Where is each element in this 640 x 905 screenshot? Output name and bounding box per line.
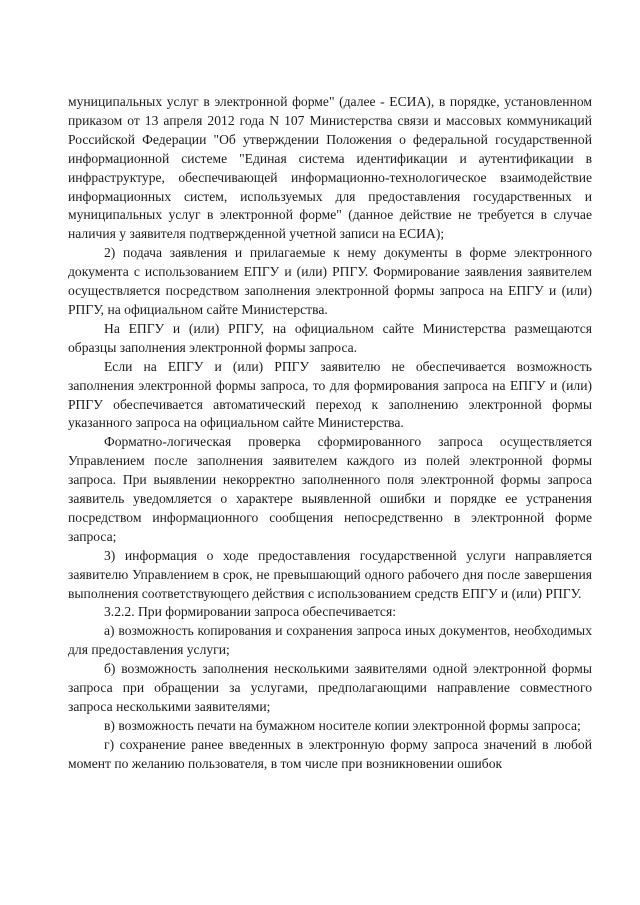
paragraph-item-3: 3) информация о ходе предоставления государственной услуги направляется заявителю Управлением в срок, не превышающий одного рабочего дня после завершения выполнения соответствующего действия с использованием средств ЕПГУ и (или) РПГУ.	[68, 547, 592, 601]
paragraph-item-a: а) возможность копирования и сохранения запроса иных документов, необходимых для предоставления услуги;	[68, 623, 592, 658]
paragraph-auto-transition: Если на ЕПГУ и (или) РПГУ заявителю не обеспечивается возможность заполнения электронной формы запроса, то для формирования запроса на ЕПГУ и (или) РПГУ обеспечивается автоматический переход к заполнению электронной формы указанного запроса на официальном сайте Министерства.	[68, 358, 592, 431]
paragraph-item-b: б) возможность заполнения несколькими заявителями одной электронной формы запроса при обращении за услугами, предполагающими направление совместного запроса несколькими заявителями;	[68, 661, 592, 714]
paragraph-format-check: Форматно-логическая проверка сформированного запроса осуществляется Управлением после заполнения заявителем каждого из полей электронной формы запроса. При выявлении некорректно заполненного поля электронной формы запроса заявитель уведомляется о характере выявленной ошибки и порядке ее устранения посредством информационного сообщения непосредственно в электронной форме запроса;	[68, 434, 592, 544]
document-body	[68, 93, 592, 774]
paragraph-samples: На ЕПГУ и (или) РПГУ, на официальном сайте Министерства размещаются образцы заполнения электронной формы запроса.	[68, 320, 592, 355]
paragraph-esia-continuation: муниципальных услуг в электронной форме" (далее - ЕСИА), в порядке, установленном приказом от 13 апреля 2012 года N 107 Министерства связи и массовых коммуникаций Российской Федерации "Об утверждении Положения о федеральной государственной информационной системе "Единая система идентификации и аутентификации в инфраструктуре, обеспечивающей информационно-технологическое взаимодействие информационных систем, используемых для предоставления государственных и муниципальных услуг в электронной форме" (данное действие не требуется в случае наличия у заявителя подтвержденной учетной записи на ЕСИА);	[68, 94, 592, 242]
paragraph-section-3-2-2: 3.2.2. При формировании запроса обеспечивается:	[104, 604, 396, 620]
paragraph-item-v: в) возможность печати на бумажном носителе копии электронной формы запроса;	[104, 717, 581, 733]
paragraph-item-2: 2) подача заявления и прилагаемые к нему документы в форме электронного документа с использованием ЕПГУ и (или) РПГУ. Формирование заявления заявителем осуществляется посредством заполнения электронной формы запроса на ЕПГУ и (или) РПГУ, на официальном сайте Министерства.	[68, 245, 592, 317]
paragraph-item-g: г) сохранение ранее введенных в электронную форму запроса значений в любой момент по желанию пользователя, в том числе при возникновении ошибок	[68, 736, 592, 771]
